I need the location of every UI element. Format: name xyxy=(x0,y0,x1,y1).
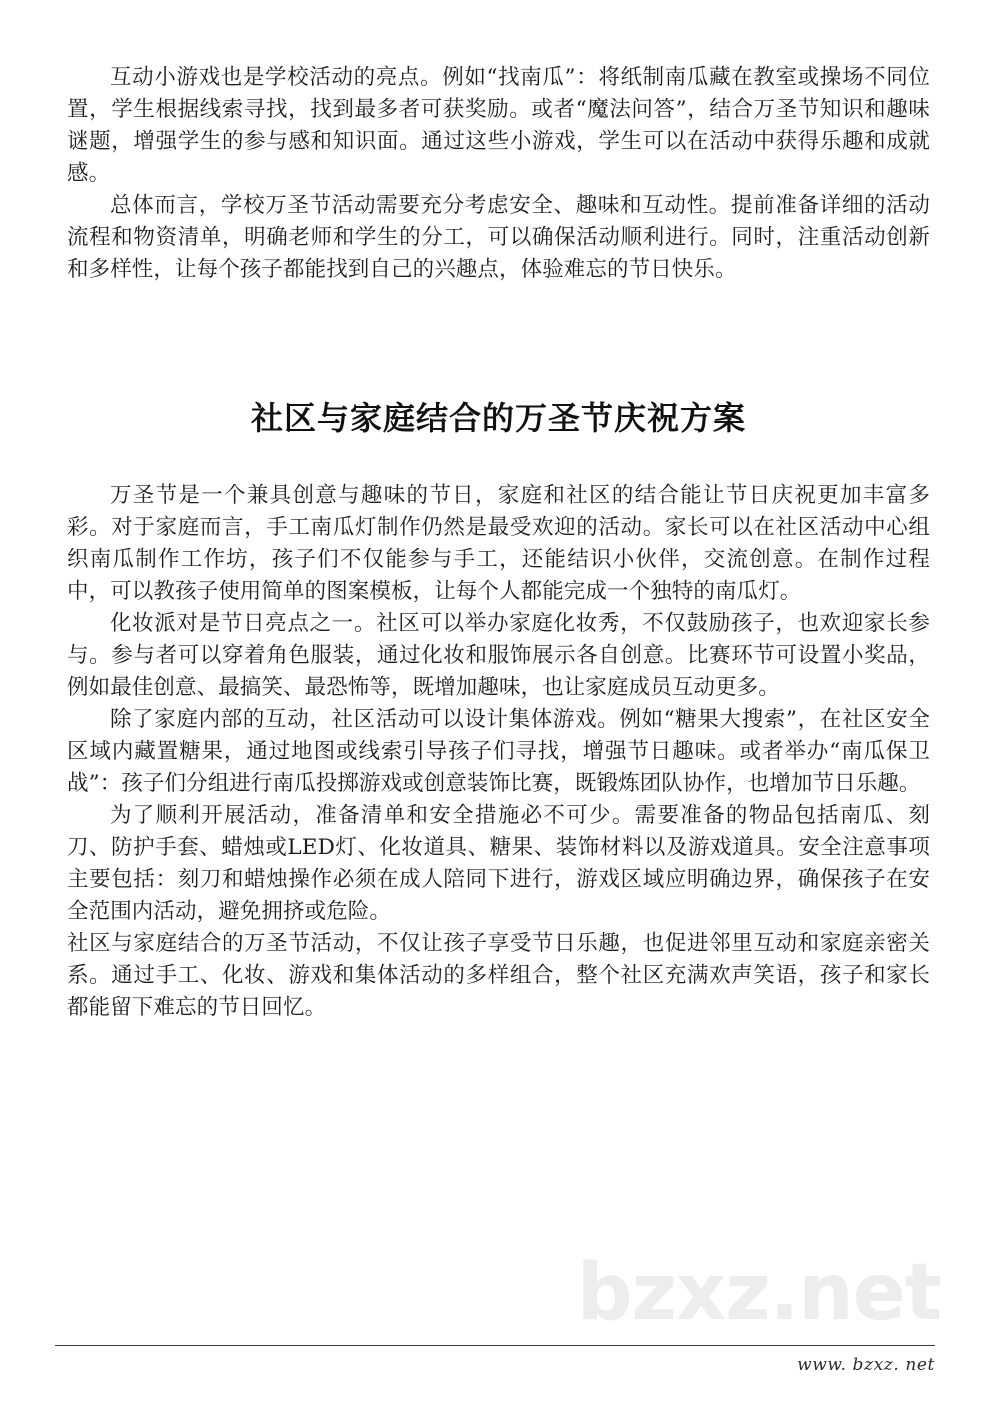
paragraph-costume-party: 化妆派对是节日亮点之一。社区可以举办家庭化妆秀，不仅鼓励孩子，也欢迎家长参与。参与者可以穿着角色服装，通过化妆和服饰展示各自创意。比赛环节可设置小奖品，例如最佳创意、最搞笑、最恐怖等，既增加趣味，也让家庭成员互动更多。 xyxy=(67,611,930,700)
page-title: 社区与家庭结合的万圣节庆祝方案 xyxy=(250,399,746,437)
paragraph-interactive-games: 互动小游戏也是学校活动的亮点。例如“找南瓜”：将纸制南瓜藏在教室或操场不同位置，学生根据线索寻找，找到最多者可获奖励。或者“魔法问答”，结合万圣节知识和趣味谜题，增强学生的参与感和知识面。通过这些小游戏，学生可以在活动中获得乐趣和成就感。 xyxy=(67,65,930,186)
paragraph-school-summary: 总体而言，学校万圣节活动需要充分考虑安全、趣味和互动性。提前准备详细的活动流程和物资清单，明确老师和学生的分工，可以确保活动顺利进行。同时，注重活动创新和多样性，让每个孩子都能找到自己的兴趣点，体验难忘的节日快乐。 xyxy=(67,193,930,282)
heading-bottom-spacer xyxy=(67,438,930,480)
document-content xyxy=(67,62,930,1024)
footer-site-url: www. bzxz. net xyxy=(797,1355,935,1375)
paragraph-group-games: 除了家庭内部的互动，社区活动可以设计集体游戏。例如“糖果大搜索”，在社区安全区域内藏置糖果，通过地图或线索引导孩子们寻找，增强节日趣味。或者举办“南瓜保卫战”：孩子们分组进行南瓜投掷游戏或创意装饰比赛，既锻炼团队协作，也增加节日乐趣。 xyxy=(67,707,930,796)
footer-divider xyxy=(55,1345,935,1346)
heading-top-spacer xyxy=(67,286,930,398)
paragraph-pumpkin-lantern: 万圣节是一个兼具创意与趣味的节日，家庭和社区的结合能让节日庆祝更加丰富多彩。对于家庭而言，手工南瓜灯制作仍然是最受欢迎的活动。家长可以在社区活动中心组织南瓜制作工作坊，孩子们不仅能参与手工，还能结识小伙伴，交流创意。在制作过程中，可以教孩子使用简单的图案模板，让每个人都能完成一个独特的南瓜灯。 xyxy=(67,483,930,604)
page-footer xyxy=(55,1345,935,1375)
paragraph-preparation-safety: 为了顺利开展活动，准备清单和安全措施必不可少。需要准备的物品包括南瓜、刻刀、防护手套、蜡烛或LED灯、化妆道具、糖果、装饰材料以及游戏道具。安全注意事项主要包括：刻刀和蜡烛操作必须在成人陪同下进行，游戏区域应明确边界，确保孩子在安全范围内活动，避免拥挤或危险。 xyxy=(67,803,930,924)
watermark-bzxz: bzxz.net xyxy=(576,1248,941,1338)
paragraph-closing: 社区与家庭结合的万圣节活动，不仅让孩子享受节日乐趣，也促进邻里互动和家庭亲密关系。通过手工、化妆、游戏和集体活动的多样组合，整个社区充满欢声笑语，孩子和家长都能留下难忘的节日回忆。 xyxy=(67,931,930,1020)
